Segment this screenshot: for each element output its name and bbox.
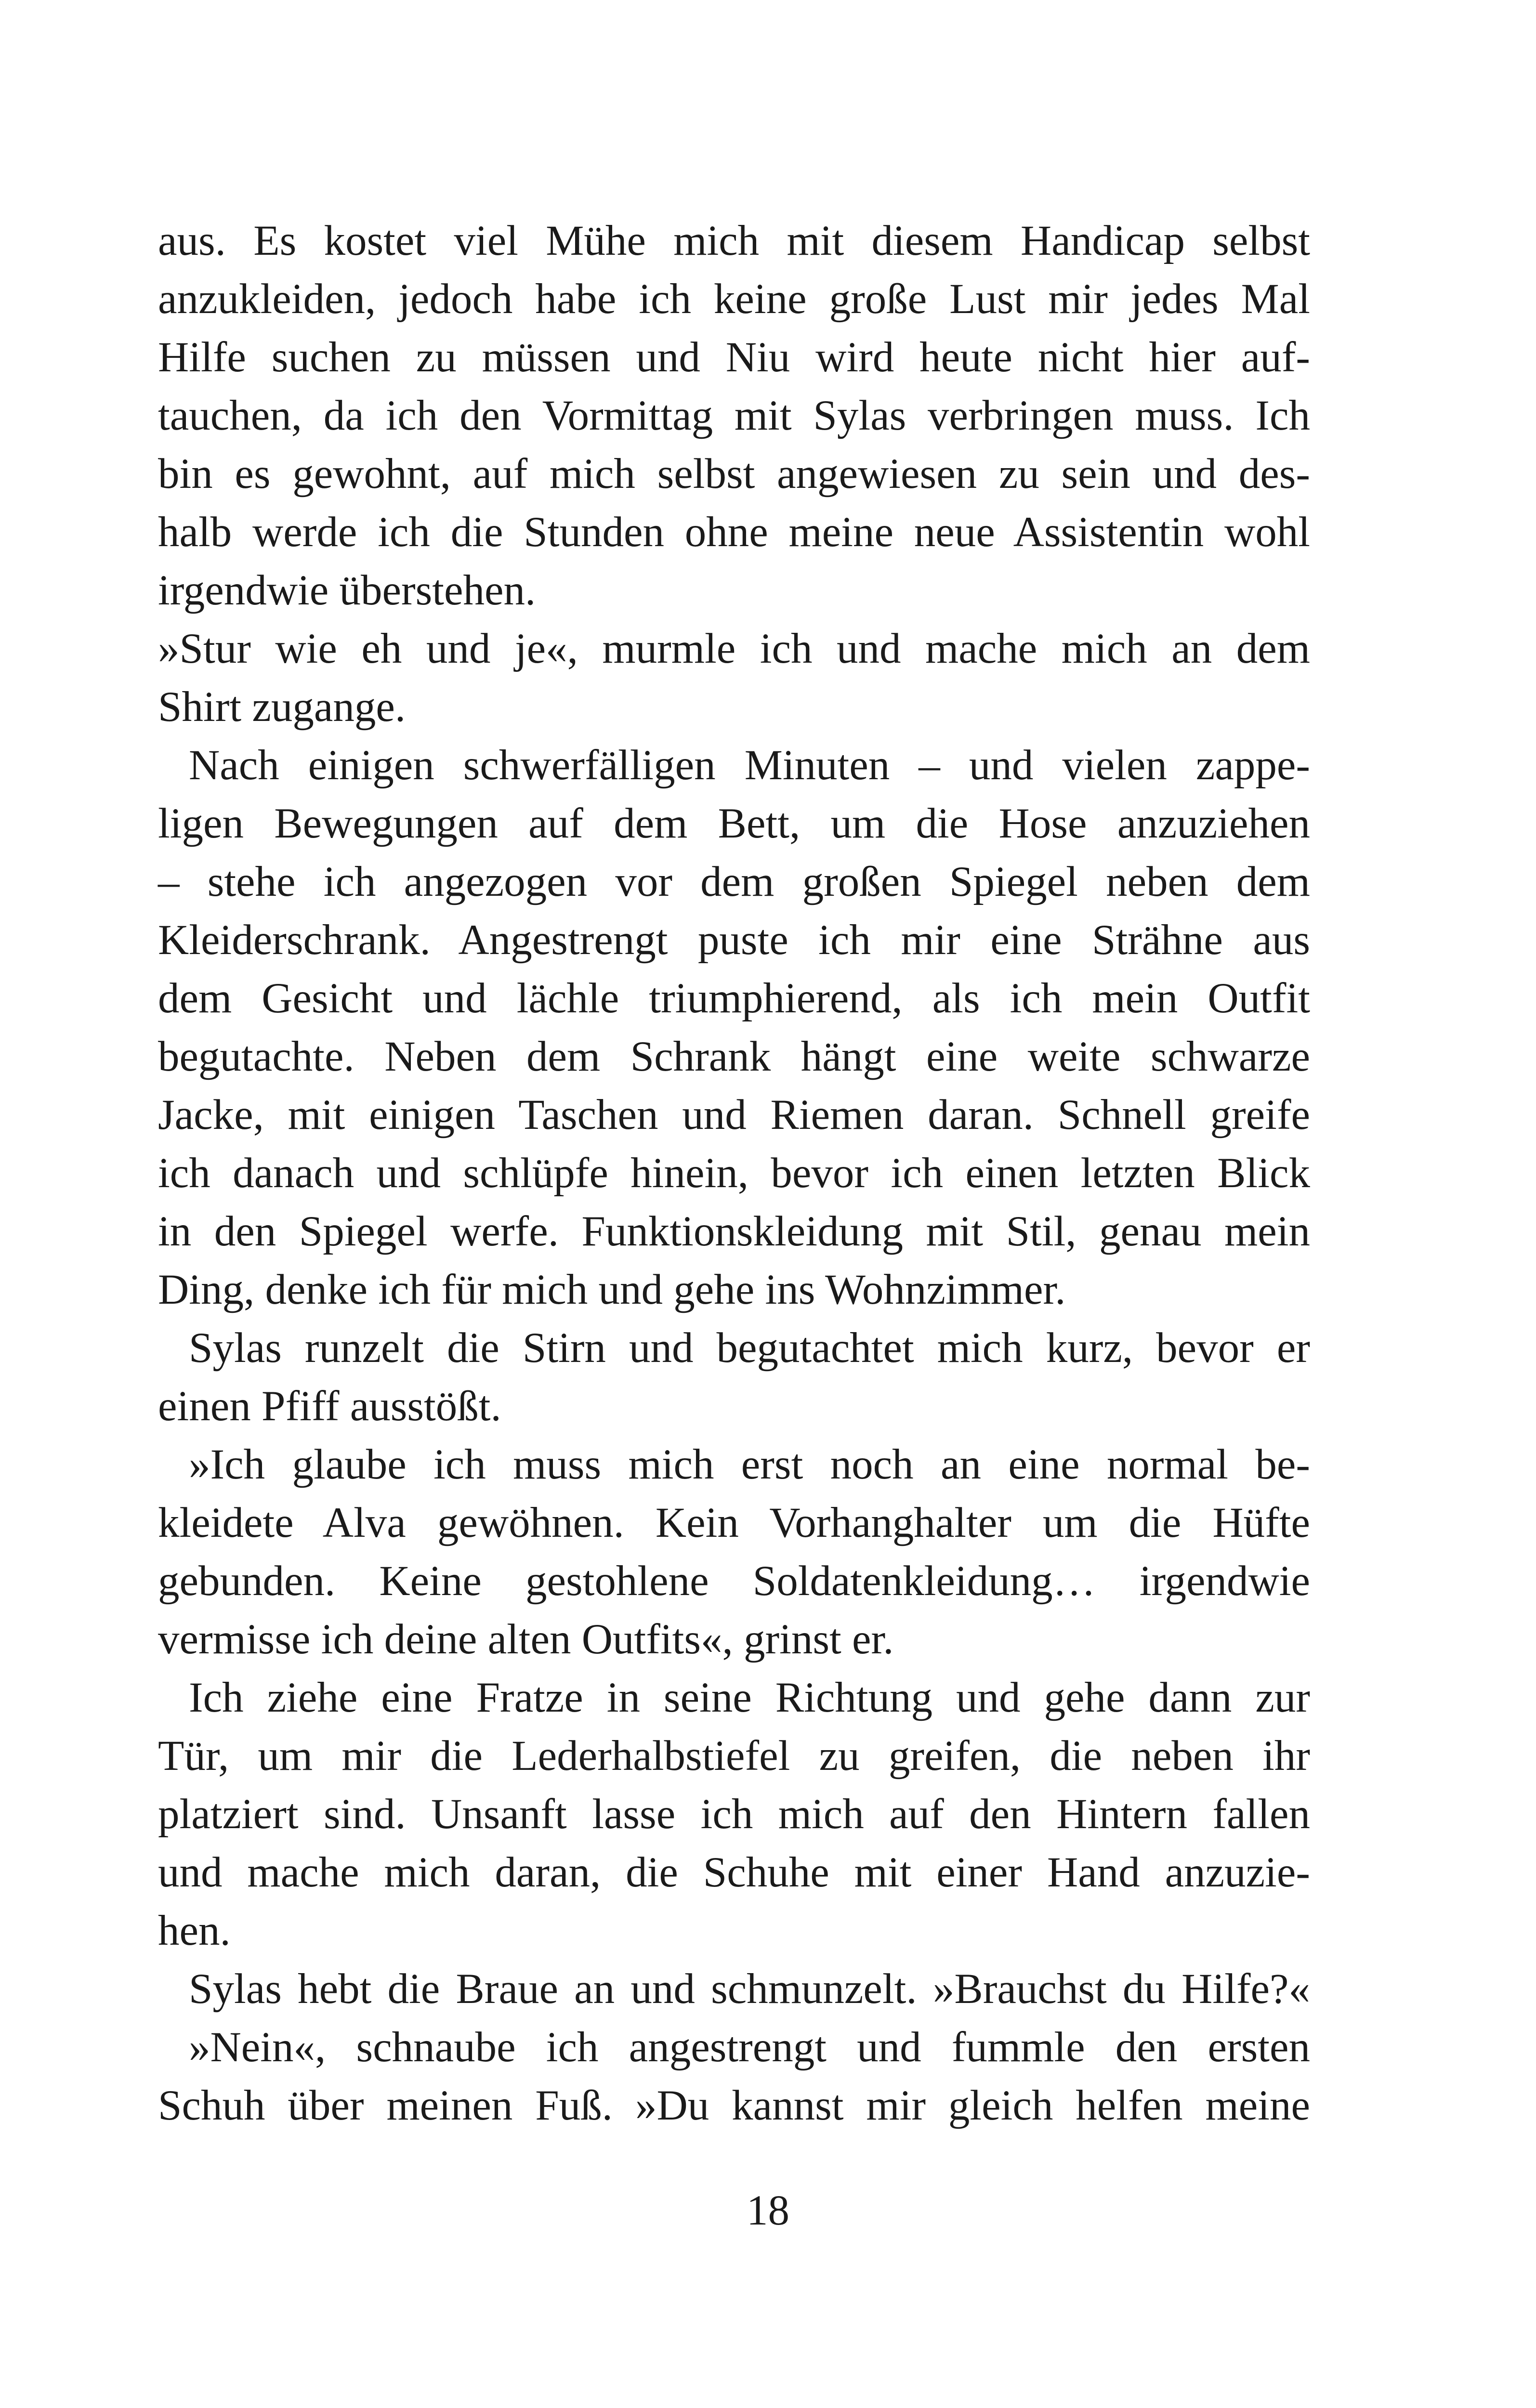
text-line: bin es gewohnt, auf mich selbst angewiesen zu sein und des- — [158, 450, 1310, 497]
text-line: Kleiderschrank. Angestrengt puste ich mir eine Strähne aus — [158, 916, 1310, 964]
body-text — [158, 212, 1310, 2135]
text-line: Sylas runzelt die Stirn und begutachtet mich kurz, bevor er — [189, 1324, 1310, 1372]
text-line: ich danach und schlüpfe hinein, bevor ich einen letzten Blick — [158, 1150, 1310, 1197]
text-line: Shirt zugange. — [158, 683, 406, 731]
text-line: hen. — [158, 1907, 231, 1954]
text-line: Ich ziehe eine Fratze in seine Richtung und gehe dann zur — [189, 1674, 1310, 1721]
text-line: Tür, um mir die Lederhalbstiefel zu greifen, die neben ihr — [158, 1732, 1310, 1780]
text-line: platziert sind. Unsanft lasse ich mich auf den Hintern fallen — [158, 1791, 1310, 1838]
text-line: Ding, denke ich für mich und gehe ins Wohnzimmer. — [158, 1266, 1066, 1313]
page-number: 18 — [747, 2187, 789, 2234]
text-line: kleidete Alva gewöhnen. Kein Vorhanghalter um die Hüfte — [158, 1499, 1310, 1546]
text-line: und mache mich daran, die Schuhe mit einer Hand anzuzie- — [158, 1849, 1310, 1896]
text-line: »Nein«, schnaube ich angestrengt und fummle den ersten — [189, 2024, 1310, 2071]
text-line: ligen Bewegungen auf dem Bett, um die Hose anzuziehen — [158, 800, 1310, 847]
text-line: irgendwie überstehen. — [158, 567, 536, 614]
text-line: gebunden. Keine gestohlene Soldatenkleidung… irgendwie — [158, 1557, 1310, 1605]
text-line: dem Gesicht und lächle triumphierend, als ich mein Outfit — [158, 975, 1310, 1022]
text-line: begutachte. Neben dem Schrank hängt eine weite schwarze — [158, 1033, 1310, 1080]
text-line: Schuh über meinen Fuß. »Du kannst mir gleich helfen meine — [158, 2082, 1310, 2129]
text-line: in den Spiegel werfe. Funktionskleidung mit Stil, genau mein — [158, 1208, 1310, 1255]
text-line: einen Pfiff ausstößt. — [158, 1383, 501, 1430]
text-line: halb werde ich die Stunden ohne meine neue Assistentin wohl — [158, 509, 1310, 556]
text-line: vermisse ich deine alten Outfits«, grinst er. — [158, 1616, 894, 1663]
text-line: aus. Es kostet viel Mühe mich mit diesem Handicap selbst — [158, 217, 1310, 264]
text-line: »Stur wie eh und je«, murmle ich und mache mich an dem — [158, 625, 1310, 672]
text-line: Hilfe suchen zu müssen und Niu wird heute nicht hier auf- — [158, 334, 1310, 381]
text-line: Sylas hebt die Braue an und schmunzelt. »Brauchst du Hilfe?« — [189, 1965, 1310, 2013]
text-line: tauchen, da ich den Vormittag mit Sylas verbringen muss. Ich — [158, 392, 1310, 439]
text-line: – stehe ich angezogen vor dem großen Spiegel neben dem — [158, 858, 1310, 905]
text-line: »Ich glaube ich muss mich erst noch an eine normal be- — [189, 1441, 1310, 1488]
text-line: Jacke, mit einigen Taschen und Riemen daran. Schnell greife — [158, 1091, 1310, 1139]
text-line: Nach einigen schwerfälligen Minuten – und vielen zappe- — [189, 742, 1310, 789]
text-line: anzukleiden, jedoch habe ich keine große Lust mir jedes Mal — [158, 275, 1310, 323]
